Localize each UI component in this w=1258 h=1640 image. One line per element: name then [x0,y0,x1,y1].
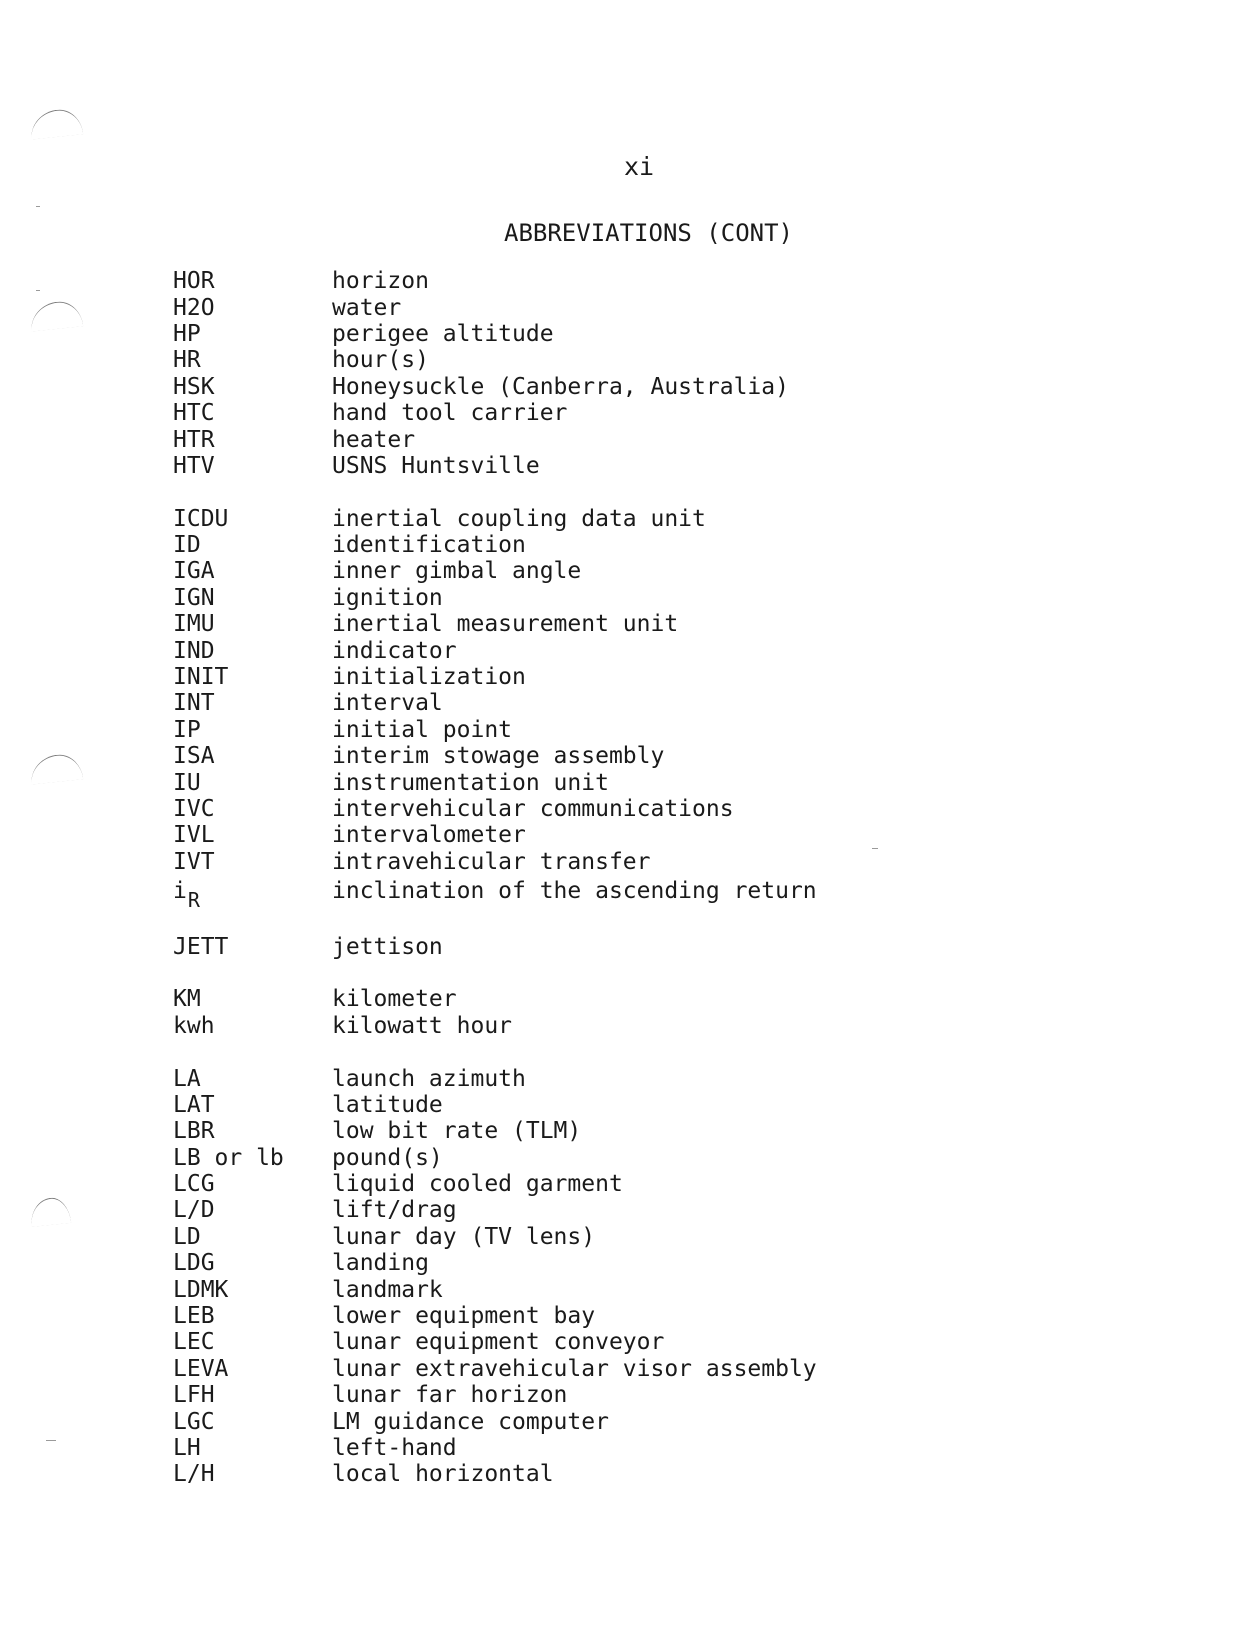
abbreviation-row [173,743,1173,769]
definition: horizon [332,268,429,295]
abbreviation-row [173,637,1173,663]
abbreviation-row [173,294,1173,320]
abbreviation-row [173,453,1173,479]
abbreviation: HR [173,347,201,374]
abbreviation-row [173,506,1173,532]
abbreviation-row [173,532,1173,558]
abbreviation: LCG [173,1171,215,1198]
abbreviation-row [173,374,1173,400]
abbreviation-row [173,1171,1173,1197]
abbreviation: HOR [173,268,215,295]
abbreviation-row [173,426,1173,452]
definition: intravehicular transfer [332,848,651,875]
definition: low bit rate (TLM) [332,1118,582,1145]
definition: landmark [332,1276,443,1303]
abbreviation-row [173,717,1173,743]
abbreviation: LA [173,1065,201,1092]
page-title: ABBREVIATIONS (CONT) [504,219,793,247]
scan-speck [36,206,40,207]
abbreviation: IND [173,637,215,664]
abbreviation: ID [173,532,201,559]
abbreviation-row [173,1224,1173,1250]
abbreviation: IVL [173,822,215,849]
definition: launch azimuth [332,1065,526,1092]
abbreviation-row [173,585,1173,611]
abbreviation: LGC [173,1408,215,1435]
abbreviation-subscript: R [187,887,200,912]
definition: water [332,294,402,321]
abbreviation: HTR [173,426,215,453]
abbreviation-row [173,321,1173,347]
abbreviation: ICDU [173,505,229,532]
abbreviation-row [173,1435,1173,1461]
abbreviation-row [173,933,1173,959]
abbreviation-row [173,1118,1173,1144]
abbreviation-row [173,986,1173,1012]
scan-speck [46,1440,56,1441]
definition: lunar equipment conveyor [332,1329,665,1356]
abbreviation: HSK [173,373,215,400]
punch-hole-mark [29,299,84,331]
abbreviation [173,877,332,912]
abbreviation-row [173,1197,1173,1223]
scan-speck [36,290,40,291]
abbreviation-row [173,347,1173,373]
definition: hour(s) [332,347,429,374]
page-number: xi [624,152,655,181]
definition: left-hand [332,1434,457,1461]
definition: indicator [332,637,457,664]
abbreviation-row [173,1303,1173,1329]
abbreviation-group-h [173,268,1173,479]
abbreviation-row [173,1065,1173,1091]
definition: inclination of the ascending return [332,877,817,904]
abbreviation-row [173,1356,1173,1382]
abbreviation: IMU [173,611,215,638]
definition: perigee altitude [332,320,554,347]
abbreviation-group-i [173,505,1173,912]
abbreviation-row [173,822,1173,848]
abbreviation: L/H [173,1461,215,1488]
abbreviation: IVT [173,848,215,875]
definition: interval [332,690,443,717]
definition: pound(s) [332,1144,443,1171]
abbreviation: kwh [173,1012,215,1039]
definition: lunar far horizon [332,1382,568,1409]
abbreviation-row [173,664,1173,690]
abbreviation-row [173,1329,1173,1355]
abbreviation-row [173,1145,1173,1171]
abbreviation-row [173,1013,1173,1039]
abbreviation: LH [173,1434,201,1461]
abbreviation: ISA [173,743,215,770]
abbreviation-group-k [173,986,1173,1039]
definition: LM guidance computer [332,1408,609,1435]
abbreviation: JETT [173,933,229,960]
abbreviation-row [173,849,1173,875]
abbreviation: HTC [173,400,215,427]
abbreviation-group-j [173,933,1173,959]
definition: landing [332,1250,429,1277]
definition: initial point [332,716,513,743]
abbreviation: LD [173,1223,201,1250]
punch-hole-mark [29,752,84,784]
abbreviation-row [173,796,1173,822]
abbreviation-base: i [173,877,187,904]
definition: hand tool carrier [332,400,568,427]
abbreviation-row [173,1461,1173,1487]
definition: lower equipment bay [332,1303,596,1330]
abbreviation: LEVA [173,1355,229,1382]
abbreviation-row [173,1408,1173,1434]
abbreviation: IGA [173,558,215,585]
definition: lunar day (TV lens) [332,1223,596,1250]
abbreviation: LAT [173,1091,215,1118]
abbreviation: IVC [173,796,215,822]
definition: inner gimbal angle [332,558,582,585]
definition: initialization [332,664,526,691]
abbreviation: INIT [173,664,229,691]
definition: liquid cooled garment [332,1171,623,1198]
punch-hole-mark [29,1196,72,1227]
abbreviation: LEB [173,1303,215,1330]
abbreviation: L/D [173,1197,215,1224]
definition: heater [332,426,416,453]
abbreviation: LFH [173,1382,215,1409]
abbreviation-row [173,611,1173,637]
abbreviation: IP [173,716,201,743]
abbreviation: LEC [173,1329,215,1356]
abbreviation-row [173,769,1173,795]
abbreviation-row [173,1250,1173,1276]
definition: kilowatt hour [332,1012,513,1039]
definition: ignition [332,584,443,611]
definition: interim stowage assembly [332,743,665,770]
definition: USNS Huntsville [332,452,540,479]
definition: identification [332,532,526,559]
abbreviation-list [173,268,1173,1514]
abbreviation-row [173,1276,1173,1302]
definition: instrumentation unit [332,769,609,796]
abbreviation: INT [173,690,215,717]
abbreviation-row [173,690,1173,716]
definition: intervalometer [332,822,526,849]
definition: Honeysuckle (Canberra, Australia) [332,373,789,400]
definition: jettison [332,933,443,960]
abbreviation: LDG [173,1250,215,1277]
abbreviation-row [173,558,1173,584]
abbreviation: LB or lb [173,1144,284,1171]
definition: intervehicular communications [332,796,734,822]
abbreviation-row [173,268,1173,294]
abbreviation-row [173,1382,1173,1408]
abbreviation-row [173,875,1173,912]
definition: lift/drag [332,1197,457,1224]
abbreviation: KM [173,986,201,1013]
punch-hole-mark [29,107,84,139]
abbreviation-row [173,1092,1173,1118]
abbreviation: HTV [173,452,215,479]
definition: local horizontal [332,1461,554,1488]
abbreviation-row [173,400,1173,426]
definition: kilometer [332,986,457,1013]
definition: inertial measurement unit [332,611,679,638]
abbreviation: IGN [173,584,215,611]
definition: lunar extravehicular visor assembly [332,1355,817,1382]
abbreviation: LDMK [173,1276,229,1303]
abbreviation: HP [173,320,201,347]
definition: inertial coupling data unit [332,505,706,532]
abbreviation-group-l [173,1065,1173,1487]
abbreviation: IU [173,769,201,796]
abbreviation: LBR [173,1118,215,1145]
abbreviation: H2O [173,294,215,321]
definition: latitude [332,1091,443,1118]
